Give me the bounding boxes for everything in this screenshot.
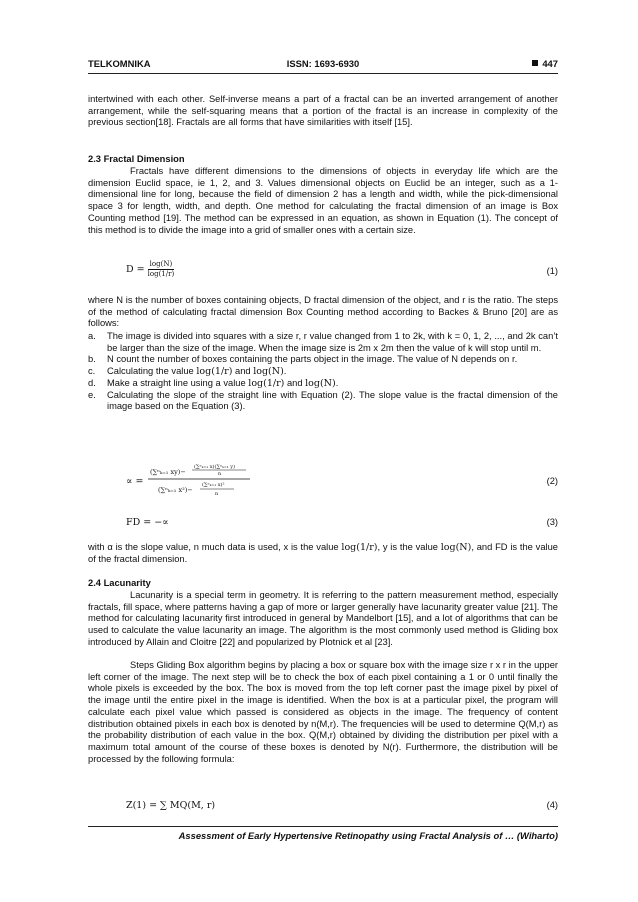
equation-1	[126, 260, 558, 284]
issn: ISSN: 1693-6930	[286, 58, 360, 69]
eq3-label: (3)	[546, 517, 558, 527]
eq3-formula: FD = −∝	[126, 517, 169, 528]
svg-text:n: n	[215, 491, 219, 497]
header-rule	[88, 73, 558, 74]
page-number-group	[532, 58, 558, 69]
equation-2	[126, 462, 558, 502]
running-header	[88, 58, 558, 72]
list-item: e. Calculating the slope of the straight line with Equation (2). The slope value is the fractal dimension of the image based on the Equation (3).	[88, 389, 558, 412]
lacunarity-paragraph-2: Steps Gliding Box algorithm begins by placing a box or square box with the image size r x r in the upper left corner of the image. The next step will be to check the box of each pixel containing a 1 or 0 until finally the whole pixels is exceeded by the box. The box is moved from the top left corner past the image pixel by pixel of the image until the entire pixel in the image is identified. When the box is at a particular pixel, the program will calculate each pixel value which passed is considered as objects in the image. The frequency of content distribution obtained pixels in each box is denoted by n(M,r). The frequencies will be used to determine Q(M,r) as the probability distribution of each value in the box. Q(M,r) obtained by dividing the distribution per pixel with a maximum total amount of the course of these boxes is denoted by N(r). Furthermore, the distribution will be processed by the following formula:	[88, 660, 558, 764]
section-heading-2-4: 2.4 Lacunarity	[88, 578, 151, 588]
after-eq3-paragraph: with α is the slope value, n much data is used, x is the value log(1/r), y is the value log(N), and FD is the value of the fractal dimension.	[88, 542, 558, 564]
svg-text:(∑ⁿₖ₌₁ x²)−: (∑ⁿₖ₌₁ x²)−	[158, 486, 193, 494]
lacunarity-paragraph-1: Lacunarity is a special term in geometry. It is referring to the pattern measurement method, especially fractals, fill space, where patterns having a gap of more or larger generally have lacunarity greater value [21]. The method for calculating lacunarity first introduced in general by Mandelbort [15], and a lot of algorithms that can be used to calculate the value lacunarity an image. The algorithm is the most commonly used method is Gliding box introduced by Allain and Cloitre [22] and popularized by Plotnick et al [23].	[88, 590, 558, 647]
list-item: c. Calculating the value log(1/r) and log(N).	[88, 366, 287, 378]
eq1-denominator: log(1/r)	[147, 270, 175, 278]
section-heading-2-3: 2.3 Fractal Dimension	[88, 154, 185, 164]
journal-name: TELKOMNIKA	[88, 58, 151, 69]
eq2-label: (2)	[546, 476, 558, 486]
after-eq1-paragraph: where N is the number of boxes containing objects, D fractal dimension of the object, and r is the ratio. The steps of the method of calculating fractal dimension Box Counting method according to Backes & Bruno [20] are as follows:	[88, 295, 558, 329]
eq1-lhs: D =	[126, 264, 145, 275]
eq1-label: (1)	[546, 266, 558, 276]
eq1-fraction	[148, 260, 175, 279]
eq2-slope-formula	[146, 462, 266, 502]
intro-paragraph: intertwined with each other. Self-inverse means a part of a fractal can be an inverted arrangement of another arrangement, while the self-squaring means that a portion of the fractal is an increase in complexity of the previous section[18]. Fractals are all forms that have similarities with itself [15].	[88, 94, 558, 128]
list-item: b. N count the number of boxes containing the parts object in the image. The value of N depends on r.	[88, 354, 518, 365]
eq4-label: (4)	[546, 800, 558, 810]
svg-text:(∑ⁿₖ₌₁ xy)−: (∑ⁿₖ₌₁ xy)−	[150, 468, 186, 476]
eq1-numerator: log(N)	[148, 260, 175, 270]
list-item: d. Make a straight line using a value log(1/r) and log(N).	[88, 377, 339, 389]
eq4-formula: Z(1) = ∑ MQ(M, r)	[126, 800, 216, 811]
steps-list	[88, 331, 558, 413]
page-number: 447	[542, 58, 558, 69]
svg-text:(∑ⁿₖ₌₁ x)²: (∑ⁿₖ₌₁ x)²	[202, 482, 225, 488]
equation-3	[126, 517, 558, 531]
square-bullet-icon	[532, 60, 538, 66]
fractal-dimension-paragraph: Fractals have different dimensions to the dimensions of objects in everyday life which are the dimension Euclid space, ie 1, 2, and 3. Values dimensional objects on Euclid be an integer, such as a 1-dimensional line for long, because the field of dimension 2 has a length and width, while the pick-dimensional space 3 for length, width, and depth. One method for calculating the fractal dimension of an image is Box Counting method [19]. The method can be expressed in an equation, as shown in Equation (1). The concept of this method is to divide the image into a grid of smaller ones with a certain size.	[88, 166, 558, 235]
svg-text:n: n	[218, 471, 222, 477]
equation-4	[126, 800, 558, 814]
eq2-lhs: ∝ =	[126, 476, 144, 487]
footer-rule	[88, 826, 558, 827]
running-footer: Assessment of Early Hypertensive Retinopathy using Fractal Analysis of … (Wiharto)	[178, 830, 558, 841]
svg-text:(∑ⁿₖ₌₁ x)(∑ⁿₖ₌₁ y): (∑ⁿₖ₌₁ x)(∑ⁿₖ₌₁ y)	[194, 464, 236, 470]
list-item: a. The image is divided into squares with a size r, r value changed from 1 to 2k, with k = 0, 1, 2, ..., and 2k can’t be larger than the size of the image. When the image size is 2m x 2m then the value of k will stop until m.	[88, 331, 558, 353]
